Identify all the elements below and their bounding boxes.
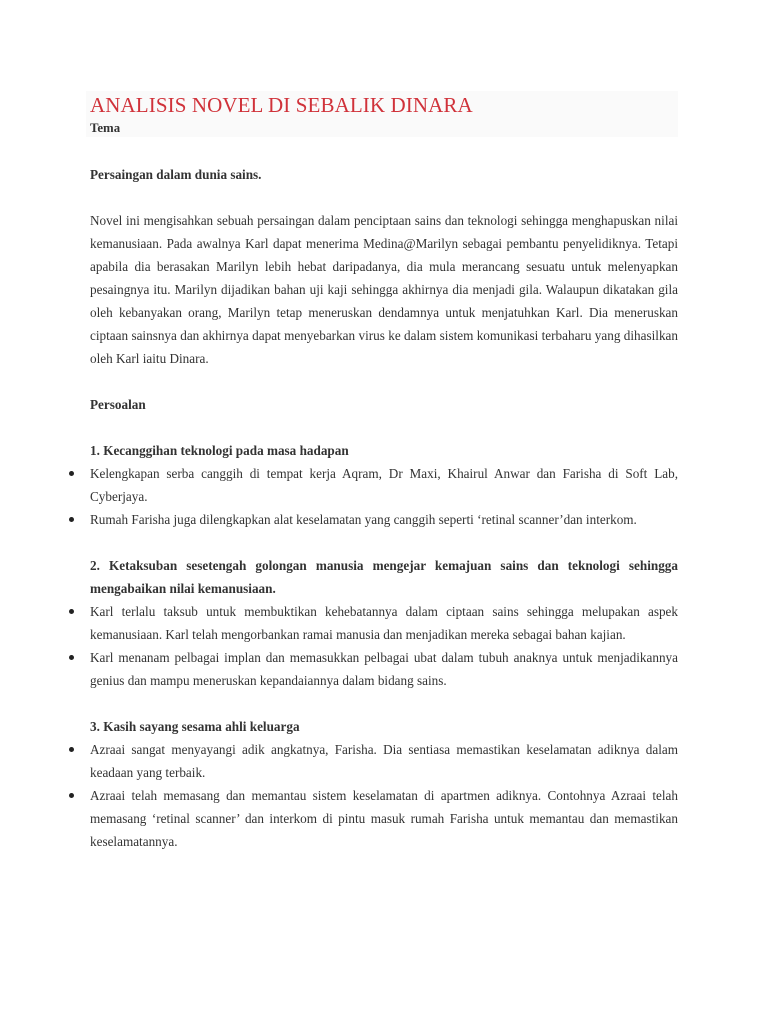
bullet-list <box>90 738 678 853</box>
tema-paragraph: Novel ini mengisahkan sebuah persaingan dalam penciptaan sains dan teknologi sehingga menghapuskan nilai kemanusiaan. Pada awalnya Karl dapat menerima Medina@Marilyn sebagai pembantu penyelidiknya. Tetapi apabila dia berasakan Marilyn lebih hebat daripadanya, dia mula merancang sesuatu untuk melenyapkan pesaingnya itu. Marilyn dijadikan bahan uji kaji sehingga akhirnya dia menjadi gila. Walaupun dikatakan gila oleh kebanyakan orang, Marilyn tetap meneruskan dendamnya untuk menjatuhkan Karl. Dia meneruskan ciptaan sainsnya dan akhirnya dapat menyebarkan virus ke dalam sistem komunikasi terbaharu yang dihasilkan oleh Karl iaitu Dinara. <box>90 213 678 366</box>
list-item <box>90 462 711 508</box>
tema-summary: Persaingan dalam dunia sains. <box>90 167 262 182</box>
list-item-text: Azraai telah memasang dan memantau sistem keselamatan di apartmen adiknya. Contohnya Azraai telah memasang ‘retinal scanner’ dan interkom di pintu masuk rumah Farisha untuk memantau dan memastikan keselamatannya. <box>90 788 678 849</box>
section-heading: 3. Kasih sayang sesama ahli keluarga <box>90 719 300 734</box>
bullet-icon <box>69 609 74 614</box>
document-title: ANALISIS NOVEL DI SEBALIK DINARA <box>90 93 473 117</box>
list-item-text: Azraai sangat menyayangi adik angkatnya, Farisha. Dia sentiasa memastikan keselamatan adiknya dalam keadaan yang terbaik. <box>90 742 678 780</box>
list-item <box>90 784 678 853</box>
list-item <box>90 600 678 646</box>
bullet-icon <box>69 747 74 752</box>
document-body <box>90 117 711 853</box>
bullet-icon <box>69 471 74 476</box>
bullet-list <box>90 462 711 531</box>
list-item-text: Karl menanam pelbagai implan dan memasukkan pelbagai ubat dalam tubuh anaknya untuk menjadikannya genius dan mampu meneruskan kepandaiannya dalam bidang sains. <box>90 650 678 688</box>
tema-heading: Tema <box>90 121 121 135</box>
list-item-text: Rumah Farisha juga dilengkapkan alat keselamatan yang canggih seperti ‘retinal scanner’dan interkom. <box>90 512 637 527</box>
bullet-icon <box>69 517 74 522</box>
list-item-text: Kelengkapan serba canggih di tempat kerja Aqram, Dr Maxi, Khairul Anwar dan Farisha di Soft Lab, Cyberjaya. <box>90 466 711 504</box>
section-heading: 2. Ketaksuban sesetengah golongan manusia mengejar kemajuan sains dan teknologi sehingga mengabaikan nilai kemanusiaan. <box>90 558 678 596</box>
persoalan-heading: Persoalan <box>90 397 146 412</box>
section-heading: 1. Kecanggihan teknologi pada masa hadapan <box>90 443 349 458</box>
list-item-text: Karl terlalu taksub untuk membuktikan kehebatannya dalam ciptaan sains sehingga melupakan aspek kemanusiaan. Karl telah mengorbankan ramai manusia dan menjadikan mereka sebagai bahan kajian. <box>90 604 678 642</box>
bullet-list <box>90 600 678 692</box>
list-item <box>90 508 678 531</box>
bullet-icon <box>69 793 74 798</box>
bullet-icon <box>69 655 74 660</box>
list-item <box>90 646 678 692</box>
list-item <box>90 738 678 784</box>
